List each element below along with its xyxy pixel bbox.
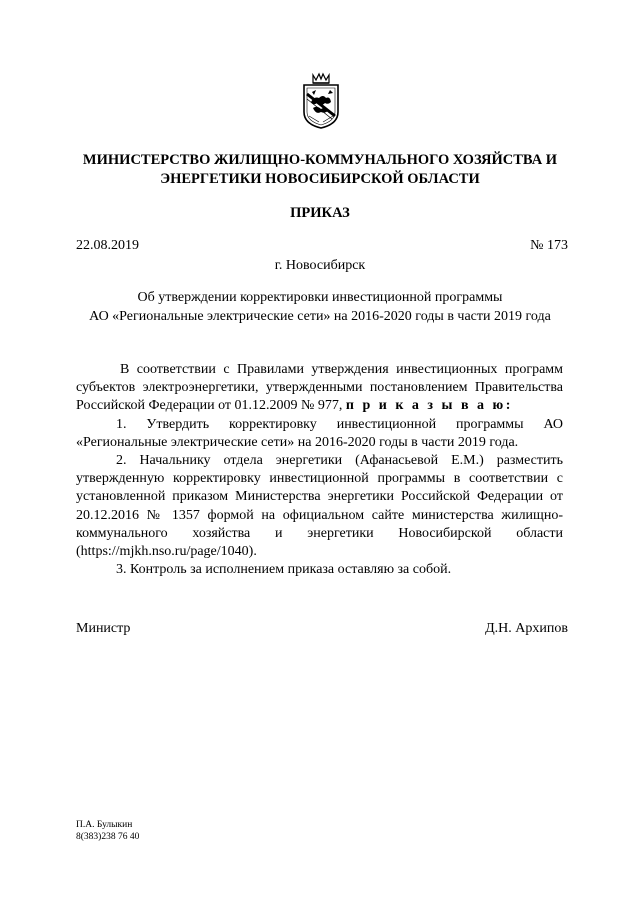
signatory-title: Министр bbox=[76, 621, 131, 636]
novosibirsk-coat-of-arms-icon bbox=[299, 72, 343, 130]
order-item-1: 1. Утвердить корректировку инвестиционной программы АО «Региональные электрические сети» на 2016-2020 годы в части 2019 года. bbox=[76, 416, 563, 450]
document-date: 22.08.2019 bbox=[76, 238, 139, 253]
executor-info bbox=[76, 819, 139, 843]
preamble-paragraph bbox=[76, 361, 563, 416]
ministry-name-line2: ЭНЕРГЕТИКИ НОВОСИБИРСКОЙ ОБЛАСТИ bbox=[160, 171, 480, 187]
executor-phone: 8(383)238 76 40 bbox=[76, 832, 140, 842]
subject-line2: АО «Региональные электрические сети» на 2016-2020 годы в части 2019 года bbox=[89, 309, 551, 324]
document-body bbox=[76, 361, 563, 579]
signatory-name: Д.Н. Архипов bbox=[485, 621, 568, 636]
ministry-name bbox=[60, 151, 580, 189]
order-item-3: 3. Контроль за исполнением приказа оставляю за собой. bbox=[116, 562, 452, 578]
order-item-2: 2. Начальнику отдела энергетики (Афанасьевой Е.М.) разместить утвержденную корректировку инвестиционной программы в соответствии с установленной приказом Министерства энергетики Российской Федерации от 20.12.2016 № 1357 формой на официальном сайте министерства жилищно-коммунального хозяйства и энергетики Новосибирской области (https://mjkh.nso.ru/page/1040). bbox=[76, 453, 563, 560]
document-city: г. Новосибирск bbox=[274, 258, 366, 273]
document-type: ПРИКАЗ bbox=[290, 205, 350, 221]
ministry-name-line1: МИНИСТЕРСТВО ЖИЛИЩНО-КОММУНАЛЬНОГО ХОЗЯЙСТВА И bbox=[82, 152, 558, 168]
subject-line1: Об утверждении корректировки инвестиционной программы bbox=[137, 290, 503, 305]
executor-name: П.А. Булыкин bbox=[76, 820, 133, 830]
document-subject bbox=[60, 288, 580, 326]
preamble-text: В соответствии с Правилами утверждения инвестиционных программ субъектов электроэнергетики, утвержденными постановлением Правительства Российской Федерации от 01.12.2009 № 977, bbox=[76, 362, 563, 414]
order-word: п р и к а з ы в а ю: bbox=[345, 398, 513, 414]
document-number: № 173 bbox=[530, 238, 568, 253]
